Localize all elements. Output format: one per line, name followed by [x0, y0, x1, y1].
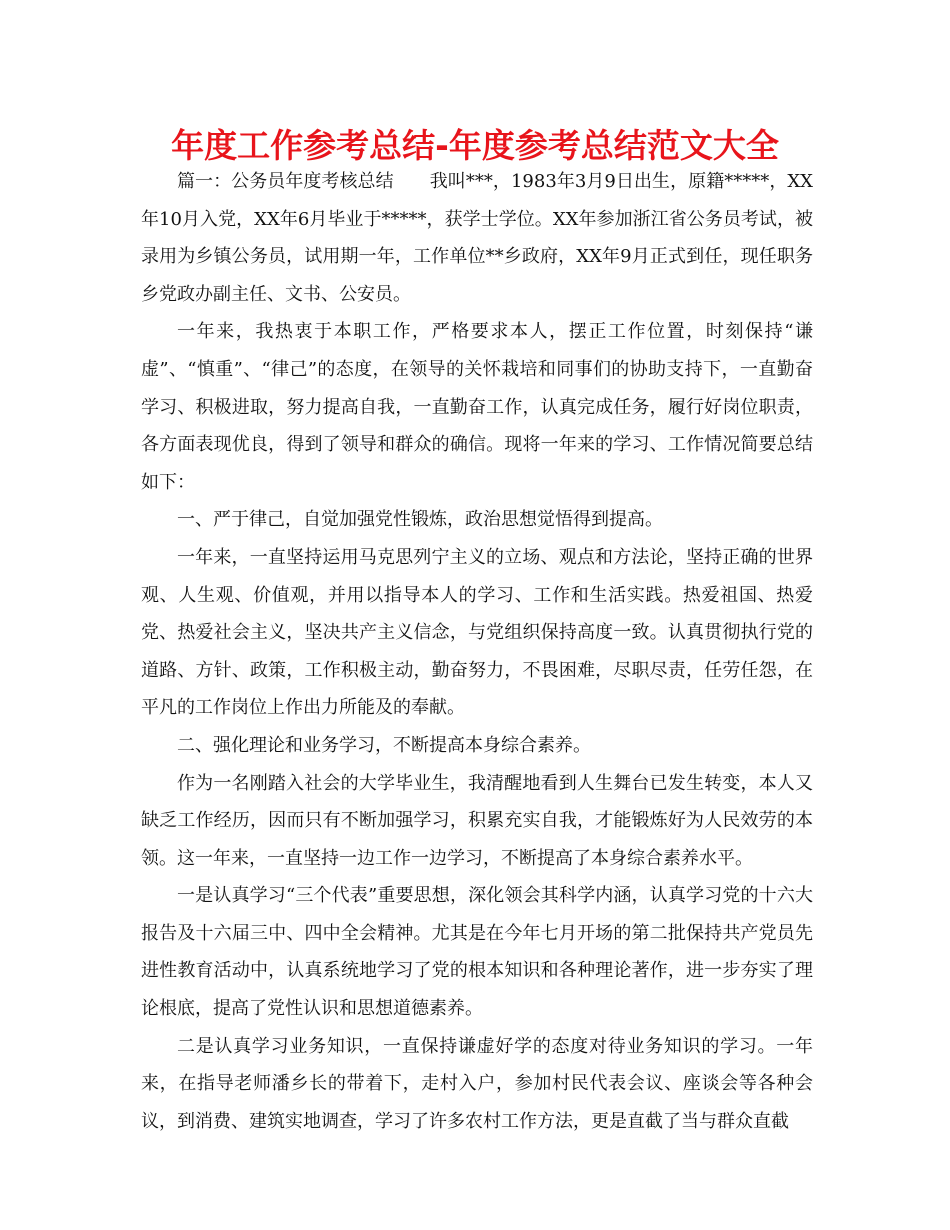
paragraph-2: 一年来，我热衷于本职工作，严格要求本人，摆正工作位置，时刻保持“谦虚”、“慎重”、“律己”的态度，在领导的关怀栽培和同事们的协助支持下，一直勤奋学习、积极进取，努力提高自我，一直勤奋工作，认真完成任务，履行好岗位职责，各方面表现优良，得到了领导和群众的确信。现将一年来的学习、工作情况简要总结如下：: [141, 321, 813, 493]
paragraph-1: 篇一：公务员年度考核总结 我叫***，1983年3月9日出生，原籍*****，XX年10月入党，XX年6月毕业于*****，获学士学位。XX年参加浙江省公务员考试，被录用为乡镇公务员，试用期一年，工作单位**乡政府，XX年9月正式到任，现任职务乡党政办副主任、文书、公安员。: [141, 171, 813, 305]
document-title: 年度工作参考总结-年度参考总结范文大全: [171, 126, 779, 165]
paragraph-5-heading: 二、强化理论和业务学习，不断提高本身综合素养。: [177, 734, 591, 756]
document-body: [141, 163, 813, 1140]
paragraph-3-heading: 一、严于律己，自觉加强党性锻炼，政治思想觉悟得到提高。: [177, 509, 663, 531]
paragraph-7: 一是认真学习“三个代表”重要思想，深化领会其科学内涵，认真学习党的十六大报告及十六届三中、四中全会精神。尤其是在今年七月开场的第二批保持共产党员先进性教育活动中，认真系统地学习了党的根本知识和各种理论著作，进一步夯实了理论根底，提高了党性认识和思想道德素养。: [141, 885, 813, 1020]
paragraph-4: 一年来，一直坚持运用马克思列宁主义的立场、观点和方法论，坚持正确的世界观、人生观、价值观，并用以指导本人的学习、工作和生活实践。热爱祖国、热爱党、热爱社会主义，坚决共产主义信念，与党组织保持高度一致。认真贯彻执行党的道路、方针、政策，工作积极主动，勤奋努力，不畏困难，尽职尽责，任劳任怨，在平凡的工作岗位上作出力所能及的奉献。: [141, 546, 813, 719]
paragraph-8: 二是认真学习业务知识，一直保持谦虚好学的态度对待业务知识的学习。一年来，在指导老师潘乡长的带着下，走村入户，参加村民代表会议、座谈会等各种会议，到消费、建筑实地调查，学习了许多农村工作方法，更是直截了当与群众直截: [141, 1035, 813, 1132]
paragraph-6: 作为一名刚踏入社会的大学毕业生，我清醒地看到人生舞台已发生转变，本人又缺乏工作经历，因而只有不断加强学习，积累充实自我，才能锻炼好为人民效劳的本领。这一年来，一直坚持一边工作一边学习，不断提高了本身综合素养水平。: [141, 772, 813, 869]
